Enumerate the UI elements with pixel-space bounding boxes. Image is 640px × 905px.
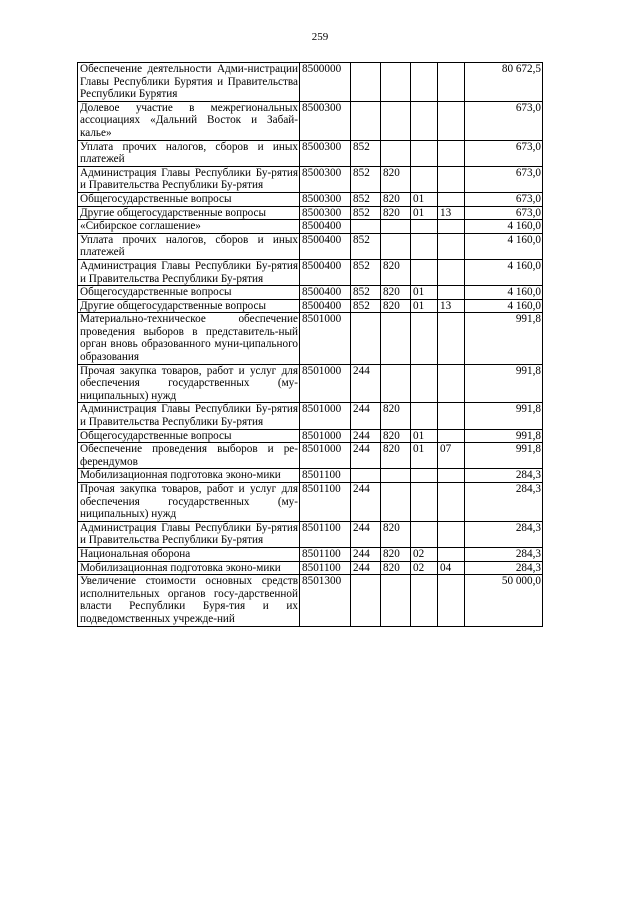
cell-name: Другие общегосударственные вопросы bbox=[78, 299, 300, 313]
cell-target-article: 8500300 bbox=[300, 166, 351, 192]
cell-section: 02 bbox=[411, 547, 438, 561]
cell-expense-type bbox=[351, 469, 381, 483]
table-row bbox=[78, 101, 543, 140]
table-row bbox=[78, 575, 543, 626]
cell-administrator bbox=[381, 469, 411, 483]
cell-section bbox=[411, 521, 438, 547]
cell-subsection bbox=[438, 286, 465, 300]
cell-target-article: 8500400 bbox=[300, 299, 351, 313]
page-number: 259 bbox=[311, 31, 329, 43]
cell-name: «Сибирское соглашение» bbox=[78, 220, 300, 234]
cell-target-article: 8501100 bbox=[300, 483, 351, 522]
cell-expense-type: 852 bbox=[351, 166, 381, 192]
cell-subsection bbox=[438, 429, 465, 443]
cell-subsection bbox=[438, 220, 465, 234]
cell-section bbox=[411, 469, 438, 483]
cell-section: 01 bbox=[411, 443, 438, 469]
cell-name: Увеличение стоимости основных средств исполнительных органов госу-дарственной власти Республики Буря-тия и их подведомственных учрежде-ний bbox=[78, 575, 300, 626]
cell-amount: 991,8 bbox=[465, 313, 543, 364]
cell-target-article: 8501000 bbox=[300, 443, 351, 469]
cell-amount: 991,8 bbox=[465, 443, 543, 469]
cell-name: Мобилизационная подготовка эконо-мики bbox=[78, 561, 300, 575]
cell-administrator bbox=[381, 101, 411, 140]
cell-subsection bbox=[438, 364, 465, 403]
table-row bbox=[78, 206, 543, 220]
cell-name: Долевое участие в межрегиональных ассоциациях «Дальний Восток и Забай-калье» bbox=[78, 101, 300, 140]
cell-name: Другие общегосударственные вопросы bbox=[78, 206, 300, 220]
cell-name: Администрация Главы Республики Бу-рятия и Правительства Республики Бу-рятия bbox=[78, 403, 300, 429]
cell-name: Обеспечение проведения выборов и ре-ферендумов bbox=[78, 443, 300, 469]
cell-administrator bbox=[381, 140, 411, 166]
cell-expense-type: 244 bbox=[351, 521, 381, 547]
cell-name: Общегосударственные вопросы bbox=[78, 192, 300, 206]
cell-target-article: 8500400 bbox=[300, 220, 351, 234]
table-row bbox=[78, 483, 543, 522]
cell-name: Уплата прочих налогов, сборов и иных платежей bbox=[78, 233, 300, 259]
cell-subsection: 13 bbox=[438, 299, 465, 313]
cell-expense-type: 244 bbox=[351, 483, 381, 522]
cell-name: Уплата прочих налогов, сборов и иных платежей bbox=[78, 140, 300, 166]
cell-amount: 284,3 bbox=[465, 483, 543, 522]
cell-subsection bbox=[438, 313, 465, 364]
cell-amount: 284,3 bbox=[465, 521, 543, 547]
cell-amount: 4 160,0 bbox=[465, 299, 543, 313]
cell-administrator: 820 bbox=[381, 443, 411, 469]
cell-administrator: 820 bbox=[381, 429, 411, 443]
cell-subsection bbox=[438, 575, 465, 626]
budget-table bbox=[77, 62, 543, 627]
table-row bbox=[78, 561, 543, 575]
cell-expense-type bbox=[351, 575, 381, 626]
cell-target-article: 8500000 bbox=[300, 63, 351, 102]
table-row bbox=[78, 429, 543, 443]
cell-amount: 673,0 bbox=[465, 101, 543, 140]
cell-name: Общегосударственные вопросы bbox=[78, 286, 300, 300]
cell-amount: 4 160,0 bbox=[465, 220, 543, 234]
cell-target-article: 8500300 bbox=[300, 140, 351, 166]
cell-section: 02 bbox=[411, 561, 438, 575]
cell-amount: 673,0 bbox=[465, 192, 543, 206]
cell-administrator: 820 bbox=[381, 286, 411, 300]
cell-subsection bbox=[438, 166, 465, 192]
cell-section bbox=[411, 220, 438, 234]
cell-administrator: 820 bbox=[381, 521, 411, 547]
table-row bbox=[78, 403, 543, 429]
table-row bbox=[78, 469, 543, 483]
table-body bbox=[78, 63, 543, 627]
cell-expense-type: 244 bbox=[351, 403, 381, 429]
cell-target-article: 8500400 bbox=[300, 286, 351, 300]
cell-subsection bbox=[438, 101, 465, 140]
cell-expense-type: 852 bbox=[351, 259, 381, 285]
cell-section: 01 bbox=[411, 299, 438, 313]
cell-administrator bbox=[381, 575, 411, 626]
cell-section: 01 bbox=[411, 206, 438, 220]
cell-section bbox=[411, 140, 438, 166]
cell-expense-type: 852 bbox=[351, 192, 381, 206]
cell-administrator bbox=[381, 63, 411, 102]
cell-target-article: 8500400 bbox=[300, 233, 351, 259]
table-row bbox=[78, 259, 543, 285]
table-row bbox=[78, 192, 543, 206]
cell-section bbox=[411, 364, 438, 403]
cell-target-article: 8501000 bbox=[300, 364, 351, 403]
cell-administrator bbox=[381, 483, 411, 522]
cell-amount: 991,8 bbox=[465, 364, 543, 403]
cell-administrator: 820 bbox=[381, 561, 411, 575]
cell-expense-type bbox=[351, 63, 381, 102]
cell-target-article: 8501100 bbox=[300, 561, 351, 575]
table-row bbox=[78, 233, 543, 259]
cell-name: Администрация Главы Республики Бу-рятия и Правительства Республики Бу-рятия bbox=[78, 521, 300, 547]
cell-target-article: 8501100 bbox=[300, 547, 351, 561]
cell-expense-type: 244 bbox=[351, 547, 381, 561]
cell-subsection: 04 bbox=[438, 561, 465, 575]
cell-subsection bbox=[438, 483, 465, 522]
cell-subsection bbox=[438, 521, 465, 547]
cell-subsection bbox=[438, 469, 465, 483]
cell-expense-type: 244 bbox=[351, 364, 381, 403]
cell-administrator: 820 bbox=[381, 259, 411, 285]
table-row bbox=[78, 313, 543, 364]
cell-administrator bbox=[381, 313, 411, 364]
table-row bbox=[78, 521, 543, 547]
cell-section bbox=[411, 313, 438, 364]
cell-subsection bbox=[438, 63, 465, 102]
cell-expense-type: 852 bbox=[351, 233, 381, 259]
cell-target-article: 8501300 bbox=[300, 575, 351, 626]
cell-name: Прочая закупка товаров, работ и услуг для обеспечения государственных (му-ниципальных) нужд bbox=[78, 483, 300, 522]
cell-administrator bbox=[381, 233, 411, 259]
cell-subsection bbox=[438, 403, 465, 429]
cell-administrator: 820 bbox=[381, 192, 411, 206]
cell-target-article: 8501000 bbox=[300, 403, 351, 429]
table-row bbox=[78, 364, 543, 403]
cell-administrator: 820 bbox=[381, 403, 411, 429]
cell-section bbox=[411, 63, 438, 102]
cell-subsection bbox=[438, 192, 465, 206]
cell-expense-type: 244 bbox=[351, 429, 381, 443]
table-row bbox=[78, 547, 543, 561]
cell-section bbox=[411, 101, 438, 140]
cell-section: 01 bbox=[411, 286, 438, 300]
cell-expense-type: 852 bbox=[351, 299, 381, 313]
cell-target-article: 8501000 bbox=[300, 429, 351, 443]
cell-section bbox=[411, 233, 438, 259]
cell-subsection bbox=[438, 233, 465, 259]
table-row bbox=[78, 286, 543, 300]
cell-section bbox=[411, 575, 438, 626]
cell-section: 01 bbox=[411, 429, 438, 443]
cell-administrator bbox=[381, 364, 411, 403]
cell-administrator: 820 bbox=[381, 166, 411, 192]
cell-amount: 50 000,0 bbox=[465, 575, 543, 626]
cell-name: Национальная оборона bbox=[78, 547, 300, 561]
cell-amount: 4 160,0 bbox=[465, 233, 543, 259]
cell-amount: 991,8 bbox=[465, 403, 543, 429]
cell-target-article: 8501100 bbox=[300, 469, 351, 483]
table-row bbox=[78, 63, 543, 102]
cell-expense-type bbox=[351, 313, 381, 364]
cell-section bbox=[411, 483, 438, 522]
cell-amount: 673,0 bbox=[465, 166, 543, 192]
cell-target-article: 8500400 bbox=[300, 259, 351, 285]
cell-amount: 673,0 bbox=[465, 140, 543, 166]
table-row bbox=[78, 220, 543, 234]
cell-section bbox=[411, 166, 438, 192]
cell-expense-type: 244 bbox=[351, 561, 381, 575]
cell-name: Обеспечение деятельности Адми-нистрации Главы Республики Бурятия и Правительства Республики Бурятия bbox=[78, 63, 300, 102]
cell-expense-type: 244 bbox=[351, 443, 381, 469]
cell-administrator: 820 bbox=[381, 299, 411, 313]
cell-amount: 991,8 bbox=[465, 429, 543, 443]
cell-target-article: 8500300 bbox=[300, 101, 351, 140]
table-row bbox=[78, 166, 543, 192]
cell-section: 01 bbox=[411, 192, 438, 206]
cell-amount: 673,0 bbox=[465, 206, 543, 220]
table-row bbox=[78, 140, 543, 166]
cell-amount: 284,3 bbox=[465, 547, 543, 561]
cell-name: Прочая закупка товаров, работ и услуг для обеспечения государственных (му-ниципальных) нужд bbox=[78, 364, 300, 403]
table-row bbox=[78, 299, 543, 313]
cell-name: Общегосударственные вопросы bbox=[78, 429, 300, 443]
cell-name: Администрация Главы Республики Бу-рятия и Правительства Республики Бу-рятия bbox=[78, 166, 300, 192]
cell-name: Администрация Главы Республики Бу-рятия и Правительства Республики Бу-рятия bbox=[78, 259, 300, 285]
cell-amount: 284,3 bbox=[465, 469, 543, 483]
cell-subsection bbox=[438, 547, 465, 561]
cell-administrator: 820 bbox=[381, 206, 411, 220]
cell-amount: 4 160,0 bbox=[465, 286, 543, 300]
cell-expense-type bbox=[351, 101, 381, 140]
cell-section bbox=[411, 259, 438, 285]
cell-target-article: 8500300 bbox=[300, 192, 351, 206]
cell-target-article: 8501100 bbox=[300, 521, 351, 547]
cell-subsection bbox=[438, 259, 465, 285]
cell-subsection: 13 bbox=[438, 206, 465, 220]
cell-amount: 4 160,0 bbox=[465, 259, 543, 285]
cell-expense-type: 852 bbox=[351, 286, 381, 300]
table-row bbox=[78, 443, 543, 469]
cell-administrator: 820 bbox=[381, 547, 411, 561]
cell-target-article: 8500300 bbox=[300, 206, 351, 220]
cell-amount: 80 672,5 bbox=[465, 63, 543, 102]
cell-amount: 284,3 bbox=[465, 561, 543, 575]
cell-subsection: 07 bbox=[438, 443, 465, 469]
cell-expense-type bbox=[351, 220, 381, 234]
cell-section bbox=[411, 403, 438, 429]
cell-expense-type: 852 bbox=[351, 206, 381, 220]
cell-target-article: 8501000 bbox=[300, 313, 351, 364]
cell-name: Мобилизационная подготовка эконо-мики bbox=[78, 469, 300, 483]
cell-subsection bbox=[438, 140, 465, 166]
cell-name: Материально-техническое обеспечение проведения выборов в представитель-ный орган вновь образованного муни-ципального образования bbox=[78, 313, 300, 364]
cell-administrator bbox=[381, 220, 411, 234]
cell-expense-type: 852 bbox=[351, 140, 381, 166]
